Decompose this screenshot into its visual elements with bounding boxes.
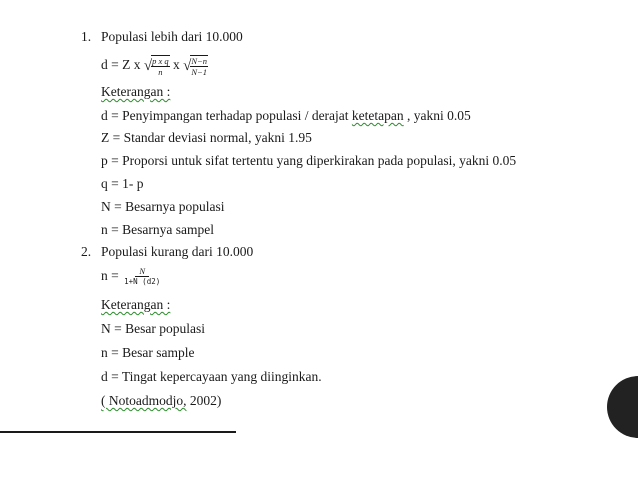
definition-line: d = Tingat kepercayaan yang diinginkan. [101, 369, 322, 384]
frac-3-numerator: N [135, 266, 149, 277]
item-1-heading: Populasi lebih dari 10.000 [101, 29, 243, 44]
formula-2-lhs: n = [101, 268, 119, 283]
definition-line: N = Besar populasi [101, 321, 205, 336]
formula-1-lhs: d = Z x [101, 57, 141, 72]
frac-2-denominator: N−1 [191, 66, 208, 77]
keterangan-2: Keterangan : [101, 297, 171, 312]
citation-author: ( Notoadmodjo, [101, 393, 187, 408]
horizontal-divider [0, 431, 236, 433]
frac-3-denominator: 1+N (d2) [124, 277, 161, 287]
definition-line: n = Besar sample [101, 345, 195, 360]
frac-2-numerator: N−n [191, 55, 208, 66]
keterangan-1: Keterangan : [101, 84, 171, 99]
item-2-heading: Populasi kurang dari 10.000 [101, 244, 254, 259]
item-1-number: 1. [81, 29, 92, 44]
definition-line: d = Penyimpangan terhadap populasi / derajat ketetapan , yakni 0.05 [101, 108, 471, 123]
definition-line: Z = Standar deviasi normal, yakni 1.95 [101, 130, 312, 145]
citation-year: 2002) [186, 393, 222, 408]
formula-1-times: x [173, 57, 180, 72]
definition-line: n = Besarnya sampel [101, 222, 214, 237]
definition-line: p = Proporsi untuk sifat tertentu yang diperkirakan pada populasi, yakni 0.05 [101, 153, 517, 168]
formula-2 [101, 264, 160, 288]
floating-action-circle[interactable] [607, 376, 638, 438]
frac-1-denominator: n [158, 66, 163, 77]
citation [101, 393, 221, 409]
item-2-number: 2. [81, 244, 92, 259]
formula-1 [101, 54, 208, 77]
definition-line: q = 1- p [101, 176, 144, 191]
sqrt-1: √ $\frac{\text{p x q}}{n}$ [143, 55, 169, 77]
frac-1-numerator: p x q [152, 55, 169, 66]
sqrt-2: √ $\frac{N-n}{N-1}$ [183, 55, 208, 77]
definition-line: N = Besarnya populasi [101, 199, 225, 214]
